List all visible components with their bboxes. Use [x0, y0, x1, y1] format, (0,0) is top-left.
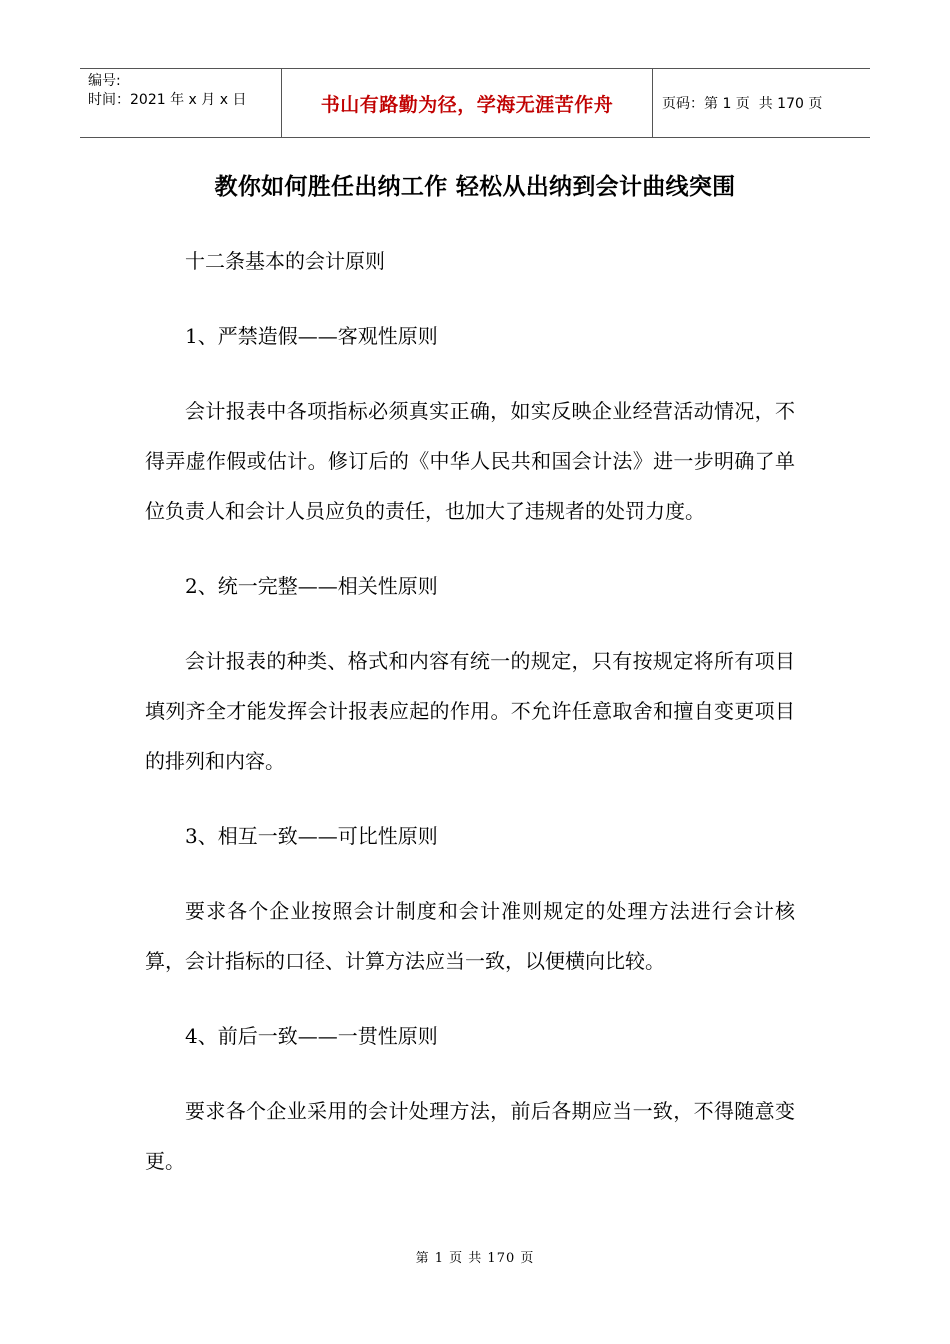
document-number-label: 编号: — [88, 73, 121, 89]
section-heading: 十二条基本的会计原则 — [185, 249, 385, 273]
header-page-info — [653, 69, 870, 137]
principle-body-4: 要求各个企业采用的会计处理方法，前后各期应当一致，不得随意变更。 — [145, 1099, 795, 1173]
header-meta — [80, 69, 281, 137]
principle-heading-2: 2、统一完整——相关性原则 — [185, 574, 438, 598]
principle-heading-1: 1、严禁造假——客观性原则 — [185, 324, 438, 348]
page-footer: 第 1 页 共 170 页 — [415, 1251, 535, 1266]
principle-heading-4: 4、前后一致——一贯性原则 — [185, 1024, 438, 1048]
document-header — [80, 68, 870, 138]
principle-body-3: 要求各个企业按照会计制度和会计准则规定的处理方法进行会计核算，会计指标的口径、计算方法应当一致，以便横向比较。 — [145, 899, 795, 973]
principle-heading-3: 3、相互一致——可比性原则 — [185, 824, 438, 848]
header-motto — [281, 69, 653, 137]
document-body — [145, 236, 795, 1211]
motto-text: 书山有路勤为径，学海无涯苦作舟 — [320, 93, 614, 116]
document-title: 教你如何胜任出纳工作 轻松从出纳到会计曲线突围 — [214, 174, 736, 200]
document-date-label: 时间：2021 年 x 月 x 日 — [88, 92, 247, 108]
page-info-text: 页码：第 1 页 共 170 页 — [662, 96, 823, 112]
principle-body-1: 会计报表中各项指标必须真实正确，如实反映企业经营活动情况，不得弄虚作假或估计。修订后的《中华人民共和国会计法》进一步明确了单位负责人和会计人员应负的责任，也加大了违规者的处罚力度。 — [145, 399, 795, 523]
principle-body-2: 会计报表的种类、格式和内容有统一的规定，只有按规定将所有项目填列齐全才能发挥会计报表应起的作用。不允许任意取舍和擅自变更项目的排列和内容。 — [145, 649, 795, 773]
